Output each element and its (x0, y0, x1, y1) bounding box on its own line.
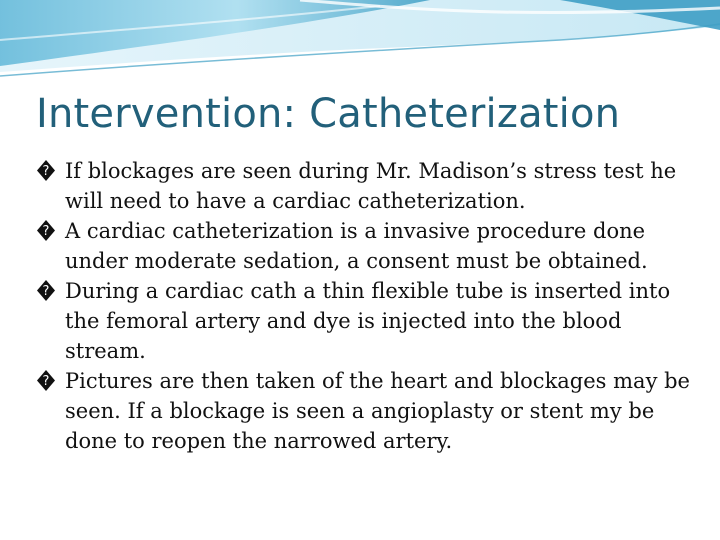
bullet-text: During a cardiac cath a thin flexible tube is inserted into the femoral artery and dye is injected into the blood stream. (65, 279, 671, 363)
missing-glyph-icon (36, 279, 56, 302)
missing-glyph-icon (36, 219, 56, 242)
slide-title: Intervention: Catheterization (36, 91, 621, 137)
svg-text:?: ? (42, 224, 50, 239)
svg-text:?: ? (42, 284, 50, 299)
svg-text:?: ? (42, 374, 50, 389)
missing-glyph-icon (36, 369, 56, 392)
bullet-item (36, 156, 696, 216)
bullet-item (36, 276, 696, 366)
missing-glyph-icon (36, 159, 56, 182)
bullet-text: Pictures are then taken of the heart and blockages may be seen. If a blockage is seen a angioplasty or stent my be done to reopen the narrowed artery. (65, 369, 690, 453)
header-wave-decoration (0, 0, 720, 100)
bullet-text: If blockages are seen during Mr. Madison’s stress test he will need to have a cardiac catheterization. (65, 159, 677, 213)
bullet-item (36, 366, 696, 456)
bullet-list (36, 156, 696, 456)
bullet-text: A cardiac catheterization is a invasive procedure done under moderate sedation, a consent must be obtained. (65, 219, 648, 273)
bullet-item (36, 216, 696, 276)
svg-text:?: ? (42, 164, 50, 179)
